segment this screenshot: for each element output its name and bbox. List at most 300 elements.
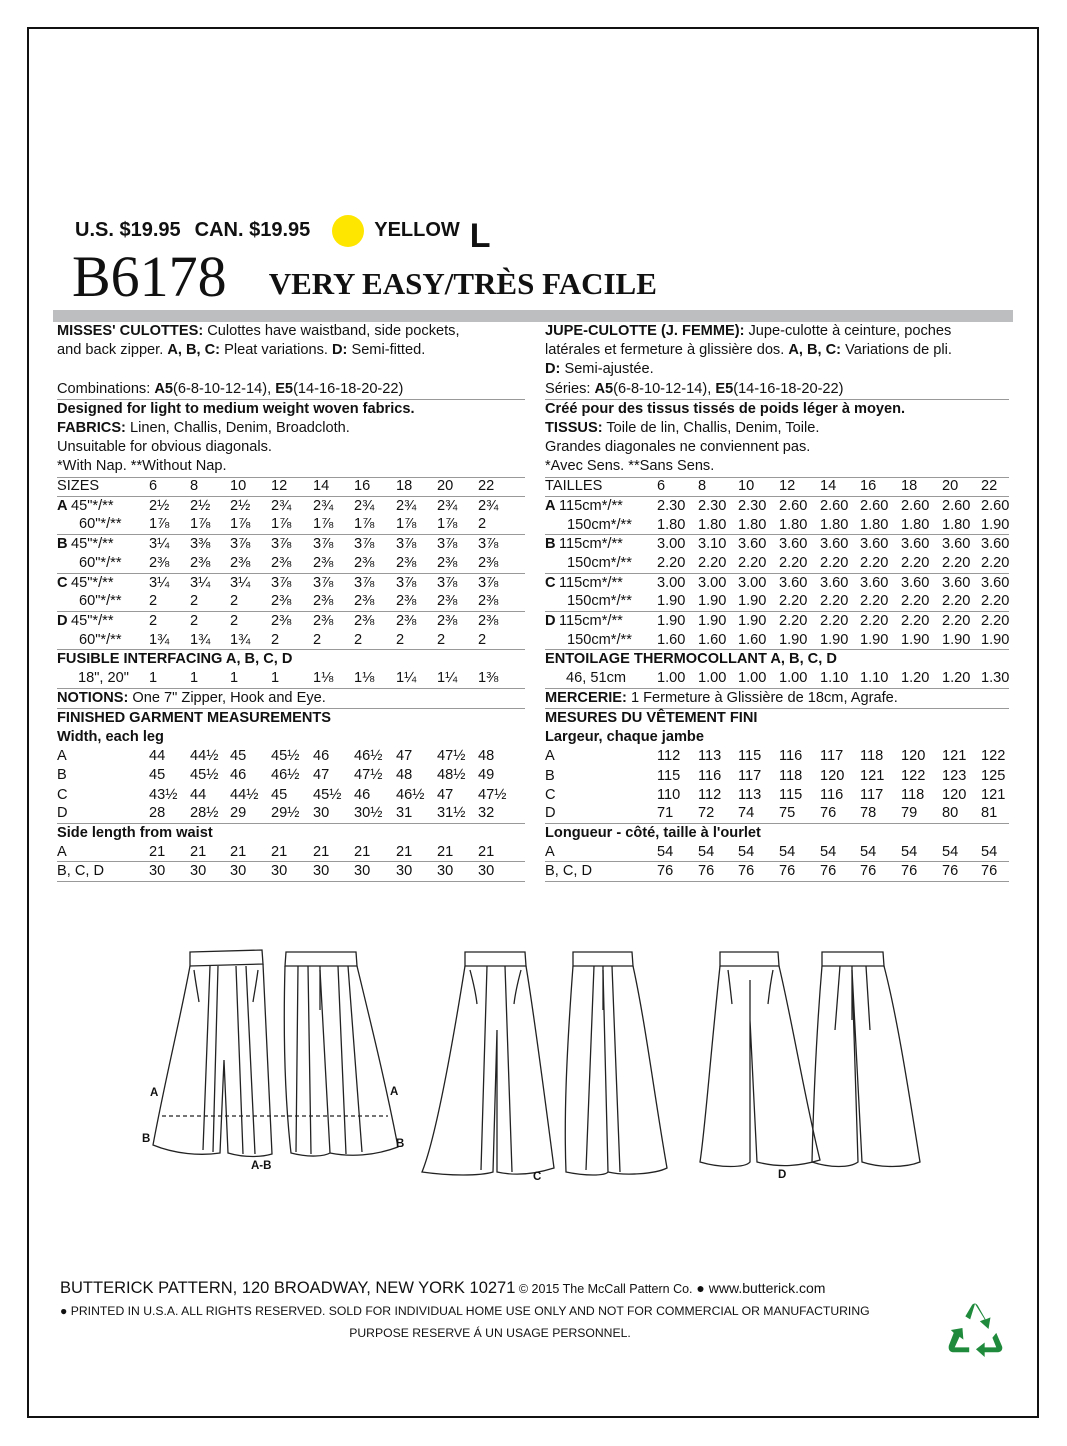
cell: 1.60 xyxy=(698,631,727,648)
fabric-width: 115cm*/** xyxy=(559,536,623,553)
view-letter: A xyxy=(57,497,68,514)
cell: 113 xyxy=(698,748,722,765)
view-letter: A xyxy=(545,843,555,860)
yardage-row xyxy=(57,554,525,573)
sizes-label: SIZES xyxy=(57,478,100,495)
length-row xyxy=(545,862,1009,881)
view-letter: D xyxy=(57,612,68,629)
cell: 1¼ xyxy=(396,670,417,686)
cell: 125 xyxy=(981,767,1006,784)
cell: 3⅞ xyxy=(271,574,292,591)
combo-a5-sizes: (6-8-10-12-14), xyxy=(613,380,716,397)
cell: 115 xyxy=(657,767,681,784)
view-letter: D xyxy=(545,805,556,822)
designed-text: Créé pour des tissus tissés de poids léger à moyen. xyxy=(545,400,906,417)
fabrics-text: Linen, Challis, Denim, Broadcloth. xyxy=(125,420,350,436)
cell: 54 xyxy=(820,843,837,860)
cell: 3.00 xyxy=(657,574,686,591)
cell: 18 xyxy=(901,478,918,495)
cell: 3⅞ xyxy=(271,536,292,553)
cell: 44 xyxy=(190,786,207,803)
cell: 3⅞ xyxy=(313,536,334,553)
length-label: Longueur - côté, taille à l'ourlet xyxy=(545,825,761,842)
cell: 2⅜ xyxy=(271,554,292,571)
cell: 47 xyxy=(396,748,413,765)
yardage-row xyxy=(57,612,525,631)
fabric-width: 60"*/** xyxy=(79,631,122,648)
cell: 21 xyxy=(313,843,330,860)
cell: 121 xyxy=(860,767,885,784)
cell: 118 xyxy=(860,748,884,765)
cell: 1.00 xyxy=(779,670,808,687)
cell: 10 xyxy=(230,478,247,495)
cell: 2 xyxy=(230,612,239,629)
description-title: JUPE-CULOTTE (J. FEMME): xyxy=(545,323,745,339)
cell: 2 xyxy=(190,593,199,610)
nap-text: *With Nap. **Without Nap. xyxy=(57,458,227,475)
line-a-right-label: A xyxy=(390,1086,399,1098)
view-letter: B xyxy=(57,536,68,553)
combo-a5: A5 xyxy=(594,380,614,397)
cell: 30 xyxy=(313,805,330,822)
cell: 112 xyxy=(657,748,681,765)
cell: 18 xyxy=(396,478,413,495)
cell: 110 xyxy=(657,786,681,803)
length-heading xyxy=(545,824,1009,843)
line-a-left-label: A xyxy=(150,1087,159,1099)
cell: 1¾ xyxy=(149,631,170,648)
cell: 47½ xyxy=(437,748,466,765)
description-line-1 xyxy=(545,322,1009,341)
cell: 3⅞ xyxy=(230,536,251,553)
cell: 2.20 xyxy=(901,612,930,629)
cell: 1.60 xyxy=(657,631,686,648)
cell: 3⅜ xyxy=(190,536,211,553)
view-letter: A xyxy=(545,497,556,514)
view-letter: B xyxy=(57,767,67,784)
finished-heading xyxy=(57,709,525,728)
cell: 48 xyxy=(478,748,495,765)
view-letter: A xyxy=(57,748,67,765)
cell: 30 xyxy=(313,862,330,879)
cell: 2¾ xyxy=(478,497,499,514)
yardage-row xyxy=(57,631,525,650)
cell: 45 xyxy=(230,748,247,765)
cell: 21 xyxy=(437,843,454,860)
cell: 115 xyxy=(738,748,762,765)
yardage-row xyxy=(57,497,525,516)
cell: 30½ xyxy=(354,805,383,822)
view-c-front-drawing xyxy=(422,952,554,1175)
cell: 74 xyxy=(738,805,755,822)
width-row xyxy=(57,766,525,785)
cell: 28½ xyxy=(190,805,219,822)
cell: 2⅜ xyxy=(149,554,170,571)
cell: 2⅜ xyxy=(396,554,417,571)
cell: 3.00 xyxy=(657,536,686,553)
cell: 30 xyxy=(271,862,288,879)
cell: 2.20 xyxy=(779,554,808,571)
view-letter: C xyxy=(545,574,556,591)
cell: 54 xyxy=(901,843,918,860)
cell: 29 xyxy=(230,805,247,822)
view-c-back-drawing xyxy=(565,952,667,1175)
notions-text: One 7" Zipper, Hook and Eye. xyxy=(128,689,326,706)
recycle-icon xyxy=(946,1300,1004,1358)
view-c-label: C xyxy=(533,1171,542,1183)
description-line-3 xyxy=(545,360,1009,379)
cell: 1.80 xyxy=(820,516,849,533)
cell: 1.80 xyxy=(779,516,808,533)
nap-legend xyxy=(545,457,1009,477)
cell: 21 xyxy=(478,843,495,860)
fabric-width: 150cm*/** xyxy=(567,631,632,648)
unsuitable xyxy=(545,438,1009,457)
cell: 3¼ xyxy=(230,574,251,591)
cell: 30 xyxy=(396,862,413,879)
cell: 76 xyxy=(901,862,918,879)
combinations xyxy=(545,380,1009,400)
cell: 117 xyxy=(738,767,762,784)
cell: 71 xyxy=(657,805,674,822)
cell: 2.20 xyxy=(657,554,686,571)
cell: 2 xyxy=(271,631,280,648)
french-column xyxy=(545,322,1009,882)
cell: 43½ xyxy=(149,786,178,803)
finished-label: FINISHED GARMENT MEASUREMENTS xyxy=(57,709,332,726)
yardage-row xyxy=(545,631,1009,650)
fabric-width: 60"*/** xyxy=(79,593,122,610)
interfacing-label: FUSIBLE INTERFACING A, B, C, D xyxy=(57,651,293,668)
cell: 2 xyxy=(313,631,322,648)
cell: 2 xyxy=(437,631,446,648)
cell: 2 xyxy=(190,612,199,629)
interfacing-row xyxy=(545,670,1009,689)
cell: 3⅞ xyxy=(396,536,417,553)
cell: 1⅞ xyxy=(230,516,251,533)
cell: 8 xyxy=(190,478,199,495)
view-abc-label: A, B, C: xyxy=(167,342,221,359)
cell: 1.20 xyxy=(942,670,971,687)
cell: 1.90 xyxy=(981,631,1010,648)
cell: 121 xyxy=(942,748,967,765)
fabrics xyxy=(57,419,525,438)
cell: 1 xyxy=(271,670,280,686)
description-text: Jupe-culotte à ceinture, poches xyxy=(744,323,952,339)
cell: 20 xyxy=(437,478,454,495)
cell: 1⅛ xyxy=(313,670,334,686)
fabric-width: 45"*/** xyxy=(71,497,114,514)
cell: 3⅞ xyxy=(437,574,458,591)
notions-label: NOTIONS: xyxy=(57,689,129,706)
cell: 2⅜ xyxy=(230,554,251,571)
cell: 2¾ xyxy=(313,497,334,514)
cell: 2⅜ xyxy=(354,593,375,610)
cell: 30 xyxy=(149,862,166,879)
cell: 3¼ xyxy=(190,574,211,591)
interfacing-width: 46, 51cm xyxy=(566,670,627,687)
cell: 2.20 xyxy=(698,554,727,571)
cell: 2 xyxy=(478,516,487,533)
cell: 3¼ xyxy=(149,574,170,591)
cell: 120 xyxy=(901,748,926,765)
unsuitable-text: Unsuitable for obvious diagonals. xyxy=(57,439,272,456)
cell: 14 xyxy=(820,478,837,495)
cell: 1⅞ xyxy=(396,516,417,533)
description-title: MISSES' CULOTTES: xyxy=(57,323,204,339)
cell: 1¾ xyxy=(230,631,251,648)
cell: 1.80 xyxy=(901,516,930,533)
cell: 12 xyxy=(271,478,288,495)
view-d-front-drawing xyxy=(700,952,820,1167)
view-abc-text: Variations de pli. xyxy=(841,342,952,359)
cell: 2.30 xyxy=(738,497,767,514)
cell: 2.60 xyxy=(942,497,971,514)
cell: 1⅞ xyxy=(190,516,211,533)
cell: 31 xyxy=(396,805,413,822)
cell: 20 xyxy=(942,478,959,495)
combinations-label: Séries: xyxy=(545,380,595,397)
cell: 54 xyxy=(981,843,998,860)
yardage-row xyxy=(545,535,1009,554)
view-letter: C xyxy=(57,786,68,803)
cell: 2.20 xyxy=(779,593,808,610)
cell: 2¾ xyxy=(354,497,375,514)
cell: 2⅜ xyxy=(354,612,375,629)
length-label: Side length from waist xyxy=(57,825,213,842)
cell: 2.60 xyxy=(901,497,930,514)
cell: 121 xyxy=(981,786,1006,803)
line-b-right-label: B xyxy=(396,1138,405,1150)
cell: 2⅜ xyxy=(396,612,417,629)
cell: 29½ xyxy=(271,805,300,822)
notions xyxy=(57,689,525,709)
cell: 3.60 xyxy=(779,574,808,591)
description-text: Culottes have waistband, side pockets, xyxy=(203,323,460,339)
cell: 45½ xyxy=(190,767,219,784)
cell: 2.20 xyxy=(779,612,808,629)
cell: 16 xyxy=(860,478,877,495)
cell: 2⅜ xyxy=(271,593,292,610)
cell: 2.60 xyxy=(820,497,849,514)
view-abc-text: Pleat variations. xyxy=(220,342,332,359)
cell: 2.20 xyxy=(981,554,1010,571)
spacer xyxy=(57,360,525,379)
interfacing-width: 18", 20" xyxy=(78,670,129,686)
length-heading xyxy=(57,824,525,843)
combo-e5: E5 xyxy=(715,380,734,397)
cell: 1.90 xyxy=(820,631,849,648)
cell: 2¾ xyxy=(396,497,417,514)
cell: 75 xyxy=(779,805,796,822)
cell: 54 xyxy=(860,843,877,860)
view-d-text: Semi-fitted. xyxy=(347,342,426,359)
cell: 2 xyxy=(396,631,405,648)
cell: 3⅞ xyxy=(478,536,499,553)
cell: 3.60 xyxy=(942,536,971,553)
cell: 115 xyxy=(779,786,803,803)
nap-text: *Avec Sens. **Sans Sens. xyxy=(545,458,715,475)
cell: 45½ xyxy=(313,786,342,803)
cell: 120 xyxy=(820,767,845,784)
cell: 118 xyxy=(901,786,925,803)
cell: 3.60 xyxy=(981,574,1010,591)
yardage-row xyxy=(57,593,525,612)
fabric-width: 45"*/** xyxy=(71,536,114,553)
yardage-row xyxy=(57,574,525,593)
cell: 79 xyxy=(901,805,918,822)
cell: 2.20 xyxy=(942,593,971,610)
designed-for xyxy=(545,400,1009,419)
view-letter: B, C, D xyxy=(545,862,593,879)
cell: 1.10 xyxy=(820,670,849,687)
cell: 3.60 xyxy=(738,536,767,553)
cell: 1.90 xyxy=(657,612,686,629)
cell: 47 xyxy=(437,786,454,803)
yardage-row xyxy=(57,516,525,535)
cell: 117 xyxy=(860,786,884,803)
fabric-width: 150cm*/** xyxy=(567,554,632,571)
cell: 2⅜ xyxy=(478,593,499,610)
cell: 1⅞ xyxy=(437,516,458,533)
cell: 3.60 xyxy=(860,574,889,591)
cell: 3.60 xyxy=(779,536,808,553)
view-letter: D xyxy=(57,805,68,822)
cell: 44½ xyxy=(230,786,259,803)
cell: 122 xyxy=(981,748,1006,765)
cell: 54 xyxy=(942,843,959,860)
cell: 1.90 xyxy=(779,631,808,648)
footer-company-line xyxy=(60,1277,1020,1300)
view-ab-back-drawing xyxy=(284,952,398,1156)
cell: 2⅜ xyxy=(437,612,458,629)
cell: 116 xyxy=(698,767,722,784)
cell: 1.20 xyxy=(901,670,930,687)
cell: 120 xyxy=(942,786,967,803)
cell: 3⅞ xyxy=(354,574,375,591)
width-row xyxy=(545,805,1009,824)
notions xyxy=(545,689,1009,709)
cell: 21 xyxy=(396,843,413,860)
interfacing-heading xyxy=(57,650,525,669)
cell: 76 xyxy=(820,862,837,879)
cell: 54 xyxy=(738,843,755,860)
cell: 10 xyxy=(738,478,755,495)
cell: 76 xyxy=(738,862,755,879)
cell: 1.90 xyxy=(698,612,727,629)
cell: 46 xyxy=(313,748,330,765)
cell: 1.80 xyxy=(738,516,767,533)
view-ab-label: A-B xyxy=(251,1160,272,1172)
cell: 1.60 xyxy=(738,631,767,648)
fabric-width: 60"*/** xyxy=(79,516,122,533)
cell: 2.20 xyxy=(820,612,849,629)
cell: 76 xyxy=(942,862,959,879)
length-row xyxy=(57,843,525,862)
cell: 46½ xyxy=(271,767,300,784)
cell: 2 xyxy=(354,631,363,648)
cell: 1.80 xyxy=(942,516,971,533)
cell: 2⅜ xyxy=(396,593,417,610)
cell: 6 xyxy=(149,478,158,495)
cell: 3¼ xyxy=(149,536,170,553)
cell: 2.30 xyxy=(698,497,727,514)
cell: 44 xyxy=(149,748,166,765)
cell: 2.20 xyxy=(820,593,849,610)
width-heading xyxy=(545,728,1009,747)
cell: 80 xyxy=(942,805,959,822)
notions-label: MERCERIE: xyxy=(545,689,627,706)
yardage-row xyxy=(545,574,1009,593)
cell: 46 xyxy=(230,767,247,784)
cell: 1.80 xyxy=(657,516,686,533)
combo-e5-sizes: (14-16-18-20-22) xyxy=(733,380,844,397)
footer-purpose: PURPOSE RESERVE Á UN USAGE PERSONNEL. xyxy=(349,1326,631,1340)
cell: 3⅞ xyxy=(437,536,458,553)
cell: 2.20 xyxy=(860,593,889,610)
cell: 2.20 xyxy=(981,593,1010,610)
combo-e5-sizes: (14-16-18-20-22) xyxy=(293,380,404,397)
cell: 76 xyxy=(860,862,877,879)
cell: 1.10 xyxy=(860,670,889,687)
cell: 1¾ xyxy=(190,631,211,648)
cell: 3.60 xyxy=(820,574,849,591)
cell: 1.90 xyxy=(738,612,767,629)
cell: 54 xyxy=(779,843,796,860)
length-row xyxy=(57,862,525,881)
view-letter: C xyxy=(545,786,556,803)
fabrics-label: TISSUS: xyxy=(545,420,603,437)
width-label: Largeur, chaque jambe xyxy=(545,729,704,746)
unsuitable-text: Grandes diagonales ne conviennent pas. xyxy=(545,439,811,456)
view-letter: B, C, D xyxy=(57,862,105,879)
cell: 22 xyxy=(478,478,495,495)
sizes-header xyxy=(57,478,525,497)
cell: 2 xyxy=(149,593,158,610)
cell: 32 xyxy=(478,805,495,822)
combinations xyxy=(57,380,525,400)
cell: 2⅜ xyxy=(354,554,375,571)
cell: 22 xyxy=(981,478,998,495)
view-abc-label: A, B, C: xyxy=(788,342,842,359)
cell: 2¾ xyxy=(271,497,292,514)
cell: 2 xyxy=(149,612,158,629)
cell: 2.30 xyxy=(657,497,686,514)
cell: 1.30 xyxy=(981,670,1010,687)
cell: 2.20 xyxy=(901,554,930,571)
cell: 2⅜ xyxy=(478,612,499,629)
cell: 76 xyxy=(779,862,796,879)
cell: 1.90 xyxy=(698,593,727,610)
width-row xyxy=(545,786,1009,805)
cell: 30 xyxy=(354,862,371,879)
fabric-width: 150cm*/** xyxy=(567,593,632,610)
cell: 21 xyxy=(354,843,371,860)
cell: 46 xyxy=(354,786,371,803)
cell: 113 xyxy=(738,786,762,803)
cell: 30 xyxy=(437,862,454,879)
cell: 1⅞ xyxy=(354,516,375,533)
cell: 6 xyxy=(657,478,666,495)
cell: 28 xyxy=(149,805,166,822)
cell: 2⅜ xyxy=(313,554,334,571)
cell: 30 xyxy=(478,862,495,879)
cell: 2.20 xyxy=(860,612,889,629)
cell: 76 xyxy=(820,805,837,822)
view-d-text: Semi-ajustée. xyxy=(560,361,654,378)
cell: 47½ xyxy=(354,767,383,784)
yardage-row xyxy=(545,516,1009,535)
